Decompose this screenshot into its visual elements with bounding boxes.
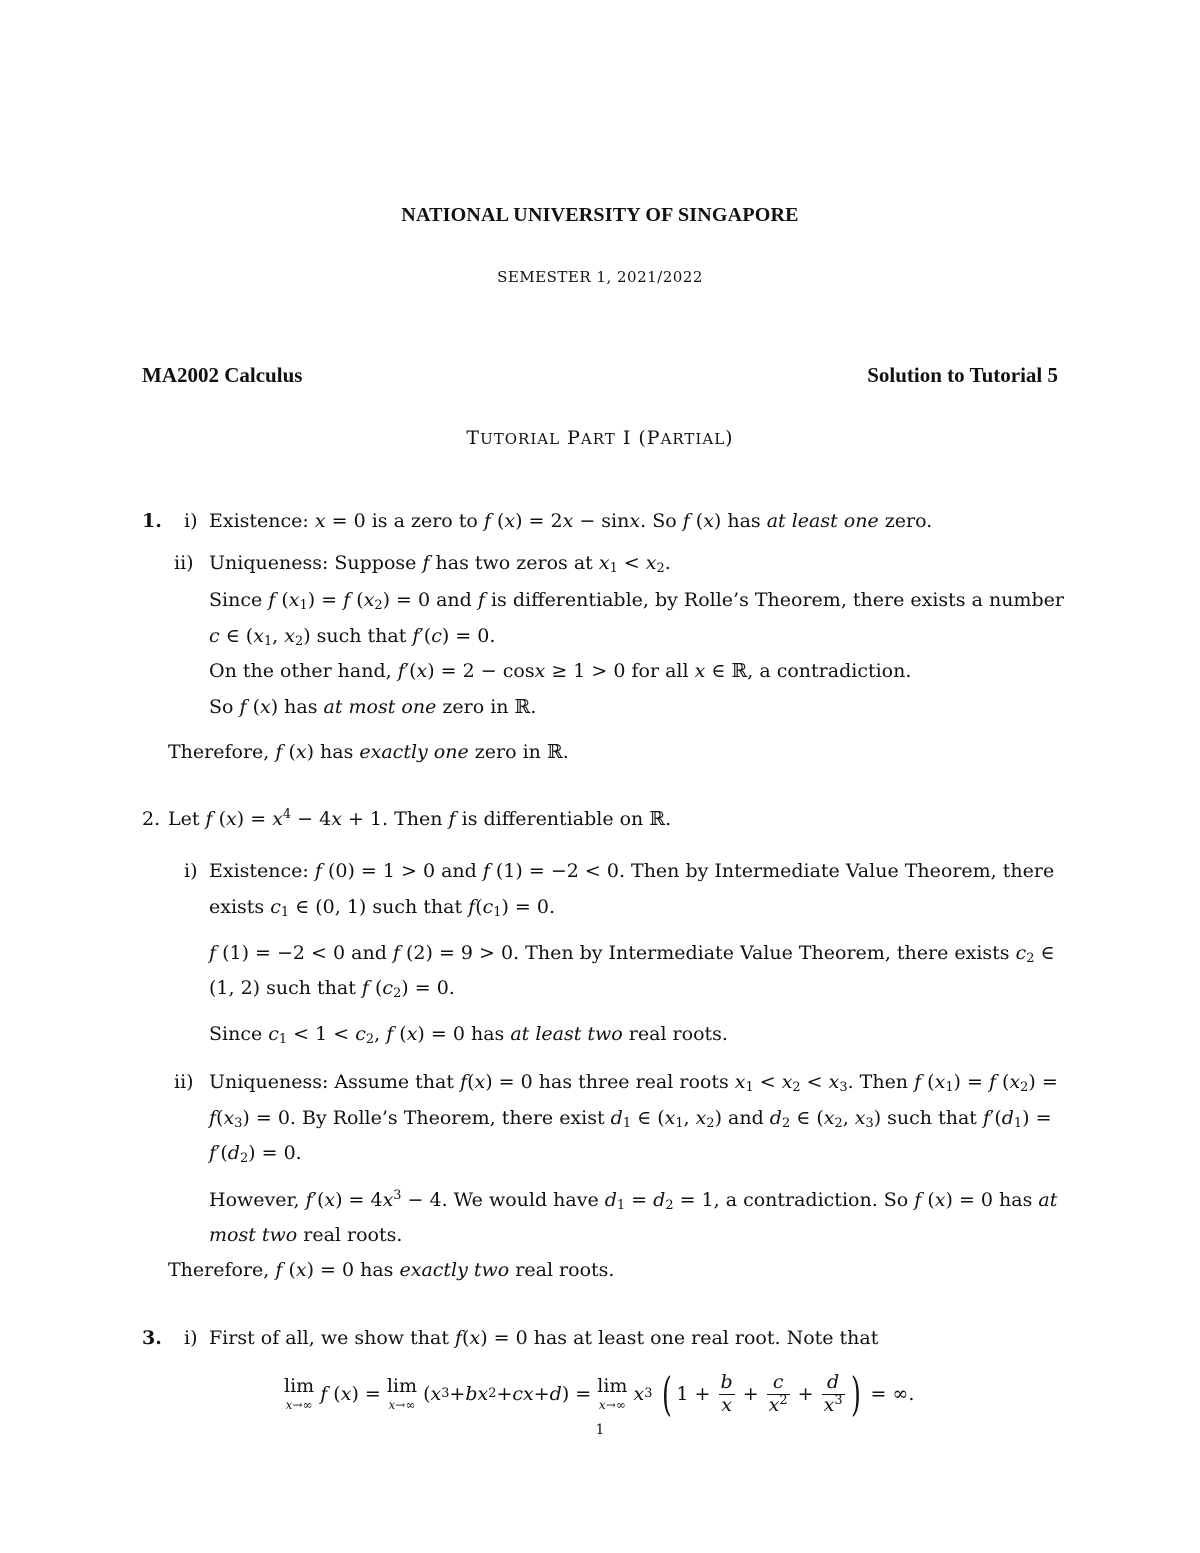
q2-i-line3: f (1) = −2 < 0 and f (2) = 9 > 0. Then by Intermediate Value Theorem, there exists $c_2$ ∈	[209, 942, 1055, 967]
q1-ii-uniqueness: Uniqueness: Suppose f has two zeros at $x_1 < x_2$.	[209, 552, 671, 577]
solution-title: Solution to Tutorial 5	[867, 363, 1058, 387]
q1-ii-rolle: Since f $(x_1) = f$ $(x_2) = 0$ and f is differentiable, by Rolle’s Theorem, there exists a number	[209, 589, 1064, 614]
q3-limit-equation: lim x→∞ f ( x ) = lim x→∞ ( x 3 + bx 2 + cx + d ) = lim x→∞ x 3 ( 1 + $\frac{b}{x}$ + $\frac{c}{x^2}$ + $\frac{d}{x^3}$ ) = ∞.	[284, 1367, 915, 1421]
q2-ii-label: ii)	[174, 1071, 194, 1093]
q2-ii-line3: $f'(d_2) = 0$.	[209, 1142, 302, 1167]
q1-conclusion: Therefore, f (x) has exactly one zero in ℝ.	[168, 741, 569, 763]
q2-i-line5: Since $c_1 < 1 < c_2$, f (x) = 0 has at least two real roots.	[209, 1023, 728, 1048]
semester-line: SEMESTER 1, 2021/2022	[497, 268, 703, 286]
university-title: NATIONAL UNIVERSITY OF SINGAPORE	[401, 204, 799, 226]
part-title: TUTORIAL PART I (PARTIAL)	[466, 427, 734, 449]
q2-statement: Let f $(x) = x^4 - 4x + 1$. Then f is differentiable on ℝ.	[168, 806, 672, 830]
course-name: MA2002 Calculus	[142, 363, 303, 387]
q1-emph-at-most-one: at most one	[323, 696, 437, 718]
q2-ii-line2: $f(x_3) = 0$. By Rolle’s Theorem, there exist $d_1$ ∈ ($x_1$, $x_2$) and $d_2$ ∈ ($x_2$, $x_3$) such that $f'(d_1)$ =	[209, 1107, 1052, 1132]
q1-ii-c: c ∈ ($x_1$, $x_2$) such that f′(c) = 0.	[209, 625, 496, 650]
q1-i-existence: Existence: x = 0 is a zero to f (x) = 2x − sinx. So f (x) has at least one zero.	[209, 510, 933, 532]
q2-emph-at-least-two: at least two	[510, 1023, 623, 1045]
q1-ii-at-most: So f (x) has at most one zero in ℝ.	[209, 696, 537, 718]
q1-i-label: i)	[184, 510, 198, 532]
q2-i-line2: exists $c_1$ ∈ (0, 1) such that $f(c_1) = 0$.	[209, 896, 556, 921]
q2-i-label: i)	[184, 860, 198, 882]
q2-conclusion: Therefore, f (x) = 0 has exactly two real roots.	[168, 1259, 615, 1281]
q3-number: 3.	[142, 1327, 162, 1349]
q2-i-line4: (1, 2) such that f $(c_2) = 0$.	[209, 977, 455, 1002]
q2-i-line1: Existence: f (0) = 1 > 0 and f (1) = −2 < 0. Then by Intermediate Value Theorem, there	[209, 860, 1055, 882]
q1-ii-contradiction: On the other hand, f′(x) = 2 − cosx ≥ 1 > 0 for all x ∈ ℝ, a contradiction.	[209, 660, 912, 682]
q2-ii-line1: Uniqueness: Assume that f(x) = 0 has three real roots $x_1 < x_2 < x_3$. Then f $(x_1) = f$ $(x_2)$ =	[209, 1071, 1058, 1096]
q2-ii-line4: However, $f'(x) = 4x^3 - 4$. We would have $d_1 = d_2 = 1$, a contradiction. So f (x) = 0 has at	[209, 1187, 1058, 1214]
q1-emph-exactly-one: exactly one	[359, 741, 469, 763]
q1-number: 1.	[142, 510, 162, 532]
q1-ii-label: ii)	[174, 552, 194, 574]
q2-emph-at-most-two: most two	[209, 1224, 298, 1246]
page-number: 1	[595, 1422, 605, 1438]
q2-emph-exactly-two: exactly two	[399, 1259, 510, 1281]
q3-i-label: i)	[184, 1327, 198, 1349]
q2-number: 2.	[142, 808, 161, 830]
q3-i-line1: First of all, we show that f(x) = 0 has at least one real root. Note that	[209, 1327, 879, 1349]
q2-ii-line5: most two real roots.	[209, 1224, 403, 1246]
q1-emph-at-least-one: at least one	[766, 510, 879, 532]
